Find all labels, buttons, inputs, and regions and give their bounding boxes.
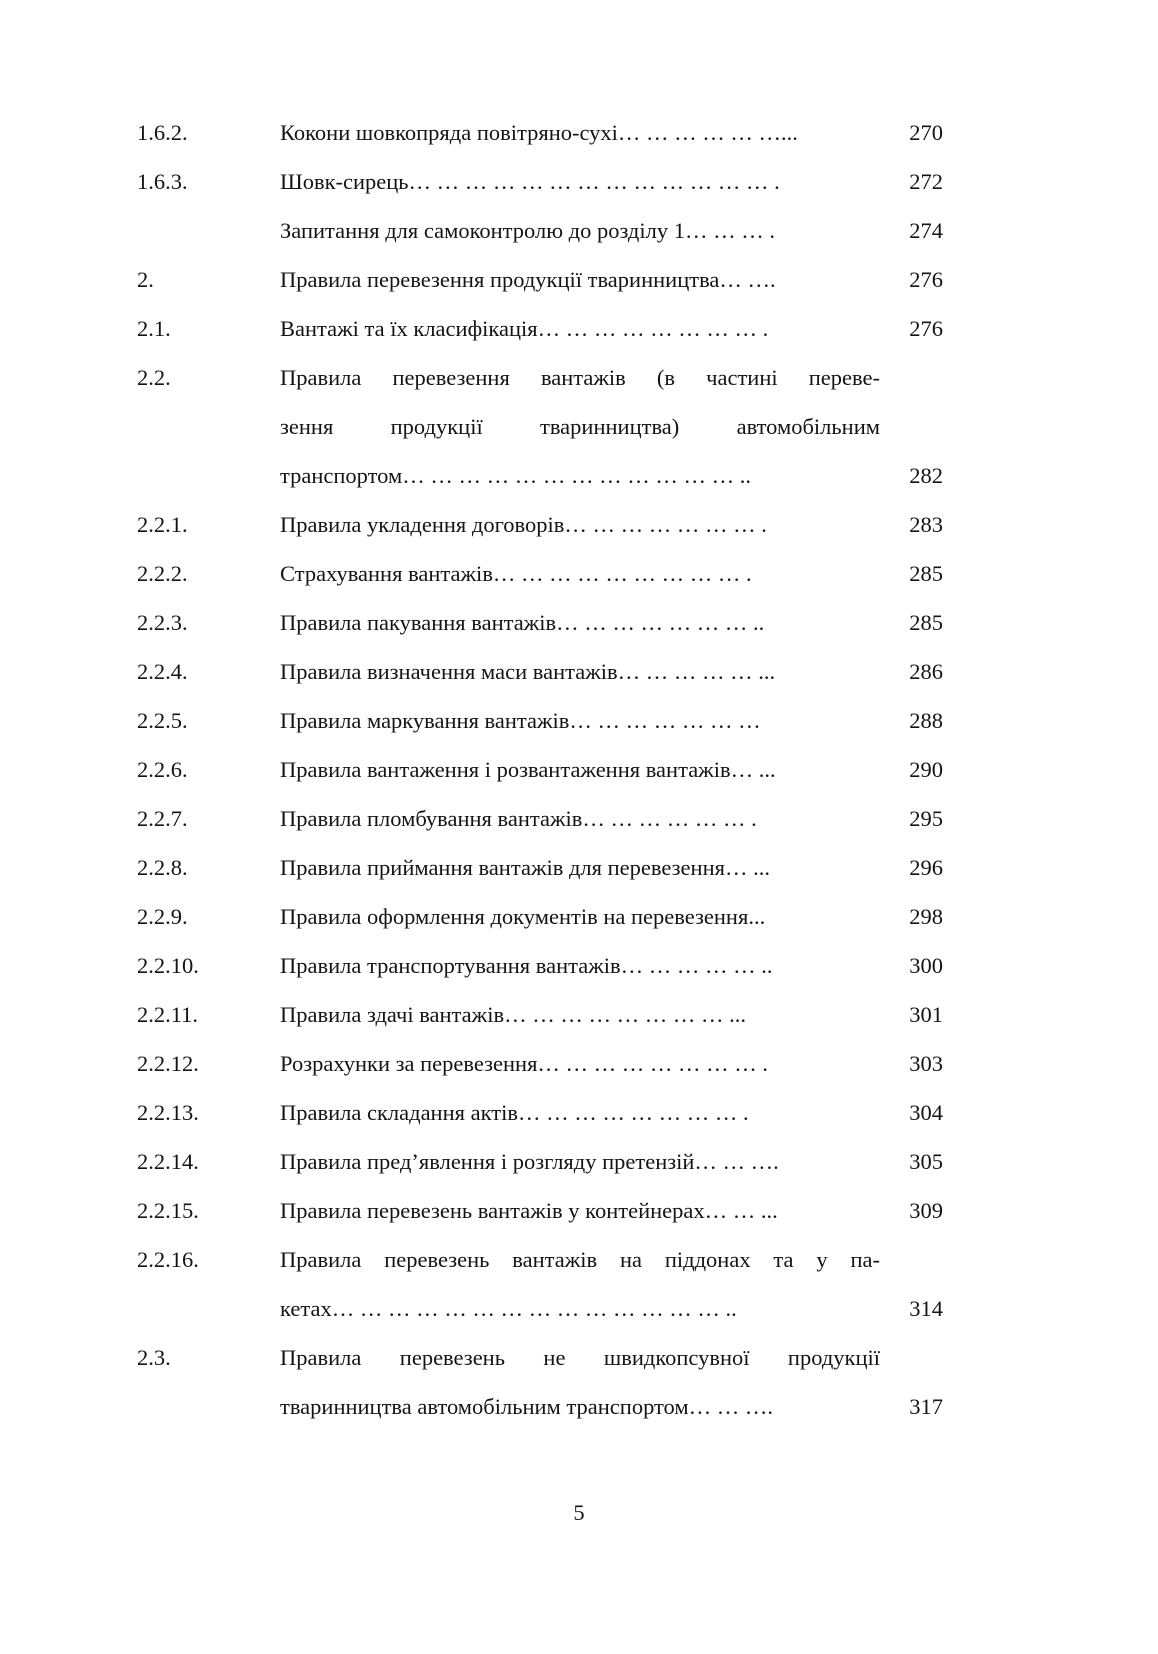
toc-row bbox=[137, 206, 943, 255]
toc-entry-page: 305 bbox=[909, 1149, 943, 1174]
toc-entry-number: 2.3. bbox=[137, 1345, 171, 1370]
toc-entry-line: Правила вантаження і розвантаження вантажів… ... bbox=[280, 757, 776, 782]
toc-row bbox=[137, 255, 943, 304]
toc-entry-line: Правила перевезень вантажів на піддонах та у па- bbox=[280, 1247, 880, 1272]
toc-row bbox=[137, 696, 943, 745]
toc-entry-number: 2.2.8. bbox=[137, 855, 188, 880]
toc-entry-page: 285 bbox=[909, 610, 943, 635]
toc-entry-number: 2.2.16. bbox=[137, 1247, 199, 1272]
toc-entry-title bbox=[280, 500, 880, 549]
toc-entry-number: 2.2.7. bbox=[137, 806, 188, 831]
toc-row bbox=[137, 647, 943, 696]
toc-entry-title bbox=[280, 892, 880, 941]
toc-entry-line: Правила приймання вантажів для перевезення… ... bbox=[280, 855, 770, 880]
toc-entry-page: 286 bbox=[909, 659, 943, 684]
toc-entry-title bbox=[280, 1039, 880, 1088]
toc-entry-title bbox=[280, 843, 880, 892]
toc-entry-page: 283 bbox=[909, 512, 943, 537]
toc-entry-line: тваринництва автомобільним транспортом… … …. bbox=[280, 1394, 773, 1419]
toc-entry-line: Правила пакування вантажів… … … … … … … .. bbox=[280, 610, 765, 635]
toc-entry-line: Правила укладення договорів… … … … … … … . bbox=[280, 512, 767, 537]
toc-entry-number: 1.6.3. bbox=[137, 169, 188, 194]
toc-entry-title bbox=[280, 794, 880, 843]
toc-row bbox=[137, 157, 943, 206]
toc-entry-page: 276 bbox=[909, 316, 943, 341]
toc-entry-number: 2. bbox=[137, 267, 154, 292]
toc-list bbox=[137, 108, 943, 1431]
toc-entry-title bbox=[280, 108, 880, 157]
toc-row bbox=[137, 892, 943, 941]
toc-entry-number: 2.2.10. bbox=[137, 953, 199, 978]
toc-entry-line: Шовк-сирець… … … … … … … … … … … … … . bbox=[280, 169, 780, 194]
toc-entry-line: Правила перевезення продукції тваринництва… …. bbox=[280, 267, 776, 292]
page-number: 5 bbox=[573, 1500, 585, 1525]
toc-entry-title bbox=[280, 745, 880, 794]
toc-entry-line: Правила перевезень вантажів у контейнерах… … ... bbox=[280, 1198, 778, 1223]
page-footer bbox=[0, 1498, 1158, 1528]
toc-entry-page: 300 bbox=[909, 953, 943, 978]
toc-entry-title bbox=[280, 598, 880, 647]
toc-entry-title bbox=[280, 255, 880, 304]
toc-entry-number: 2.2.5. bbox=[137, 708, 188, 733]
toc-entry-page: 274 bbox=[909, 218, 943, 243]
toc-entry-number: 2.2.9. bbox=[137, 904, 188, 929]
toc-entry-title bbox=[280, 304, 880, 353]
toc-entry-page: 270 bbox=[909, 120, 943, 145]
toc-entry-number: 2.1. bbox=[137, 316, 171, 341]
toc-row bbox=[137, 1137, 943, 1186]
toc-entry-title bbox=[280, 353, 880, 500]
toc-entry-title bbox=[280, 696, 880, 745]
toc-row bbox=[137, 843, 943, 892]
toc-entry-page: 290 bbox=[909, 757, 943, 782]
toc-entry-line: Правила визначення маси вантажів… … … … … ... bbox=[280, 659, 776, 684]
toc-entry-number: 2.2.12. bbox=[137, 1051, 199, 1076]
toc-entry-line: зення продукції тваринництва) автомобільним bbox=[280, 414, 880, 439]
toc-entry-page: 303 bbox=[909, 1051, 943, 1076]
toc-entry-page: 295 bbox=[909, 806, 943, 831]
toc-entry-line: Правила складання актів… … … … … … … … . bbox=[280, 1100, 749, 1125]
toc-entry-line: транспортом… … … … … … … … … … … … .. bbox=[280, 463, 751, 488]
toc-entry-line: Вантажі та їх класифікація… … … … … … … … . bbox=[280, 316, 769, 341]
toc-entry-page: 288 bbox=[909, 708, 943, 733]
toc-entry-page: 317 bbox=[909, 1394, 943, 1419]
toc-entry-number: 2.2.15. bbox=[137, 1198, 199, 1223]
toc-entry-line: Запитання для самоконтролю до розділу 1… … … . bbox=[280, 218, 775, 243]
toc-entry-page: 298 bbox=[909, 904, 943, 929]
toc-entry-page: 309 bbox=[909, 1198, 943, 1223]
toc-entry-title bbox=[280, 647, 880, 696]
toc-entry-number: 2.2.1. bbox=[137, 512, 188, 537]
toc-entry-title bbox=[280, 549, 880, 598]
toc-entry-line: Правила здачі вантажів… … … … … … … … ... bbox=[280, 1002, 746, 1027]
toc-entry-line: Розрахунки за перевезення… … … … … … … … . bbox=[280, 1051, 769, 1076]
toc-entry-number: 2.2.14. bbox=[137, 1149, 199, 1174]
toc-entry-line: Правила оформлення документів на перевезення... bbox=[280, 904, 766, 929]
toc-entry-title bbox=[280, 1333, 880, 1431]
toc-entry-number: 2.2.11. bbox=[137, 1002, 199, 1027]
toc-entry-line: кетах… … … … … … … … … … … … … … .. bbox=[280, 1296, 737, 1321]
toc-entry-number: 2.2.3. bbox=[137, 610, 188, 635]
toc-entry-page: 301 bbox=[909, 1002, 943, 1027]
toc-row bbox=[137, 500, 943, 549]
toc-entry-title bbox=[280, 990, 880, 1039]
toc-row bbox=[137, 108, 943, 157]
toc-entry-page: 314 bbox=[909, 1296, 943, 1321]
toc-entry-title bbox=[280, 1088, 880, 1137]
toc-entry-line: Кокони шовкопряда повітряно-сухі… … … … … …... bbox=[280, 120, 798, 145]
toc-entry-title bbox=[280, 1137, 880, 1186]
toc-entry-line: Правила пломбування вантажів… … … … … … . bbox=[280, 806, 757, 831]
toc-entry-title bbox=[280, 1235, 880, 1333]
toc-entry-line: Правила транспортування вантажів… … … … … .. bbox=[280, 953, 773, 978]
toc-row bbox=[137, 1039, 943, 1088]
toc-entry-page: 282 bbox=[909, 463, 943, 488]
toc-entry-number: 2.2. bbox=[137, 365, 171, 390]
toc-entry-number: 2.2.4. bbox=[137, 659, 188, 684]
toc-row bbox=[137, 745, 943, 794]
toc-entry-page: 296 bbox=[909, 855, 943, 880]
toc-entry-line: Правила пред’явлення і розгляду претензій… … …. bbox=[280, 1149, 779, 1174]
toc-row bbox=[137, 304, 943, 353]
toc-entry-page: 304 bbox=[909, 1100, 943, 1125]
toc-entry-page: 272 bbox=[909, 169, 943, 194]
toc-row bbox=[137, 1088, 943, 1137]
toc-row bbox=[137, 1235, 943, 1333]
toc-entry-line: Правила маркування вантажів… … … … … … … bbox=[280, 708, 761, 733]
toc-entry-line: Правила перевезень не швидкопсувної продукції bbox=[280, 1345, 880, 1370]
toc-row bbox=[137, 941, 943, 990]
toc-entry-number: 2.2.2. bbox=[137, 561, 188, 586]
toc-entry-number: 2.2.6. bbox=[137, 757, 188, 782]
toc-row bbox=[137, 353, 943, 500]
toc-entry-page: 285 bbox=[909, 561, 943, 586]
toc-entry-number: 2.2.13. bbox=[137, 1100, 199, 1125]
toc-entry-line: Страхування вантажів… … … … … … … … … . bbox=[280, 561, 752, 586]
toc-entry-page: 276 bbox=[909, 267, 943, 292]
toc-entry-number: 1.6.2. bbox=[137, 120, 188, 145]
toc-row bbox=[137, 794, 943, 843]
toc-entry-title bbox=[280, 1186, 880, 1235]
toc-row bbox=[137, 1186, 943, 1235]
toc-entry-title bbox=[280, 941, 880, 990]
toc-row bbox=[137, 598, 943, 647]
toc-row bbox=[137, 1333, 943, 1431]
toc-entry-line: Правила перевезення вантажів (в частині переве- bbox=[280, 365, 880, 390]
toc-row bbox=[137, 990, 943, 1039]
toc-row bbox=[137, 549, 943, 598]
toc-entry-title bbox=[280, 206, 880, 255]
toc-entry-title bbox=[280, 157, 880, 206]
